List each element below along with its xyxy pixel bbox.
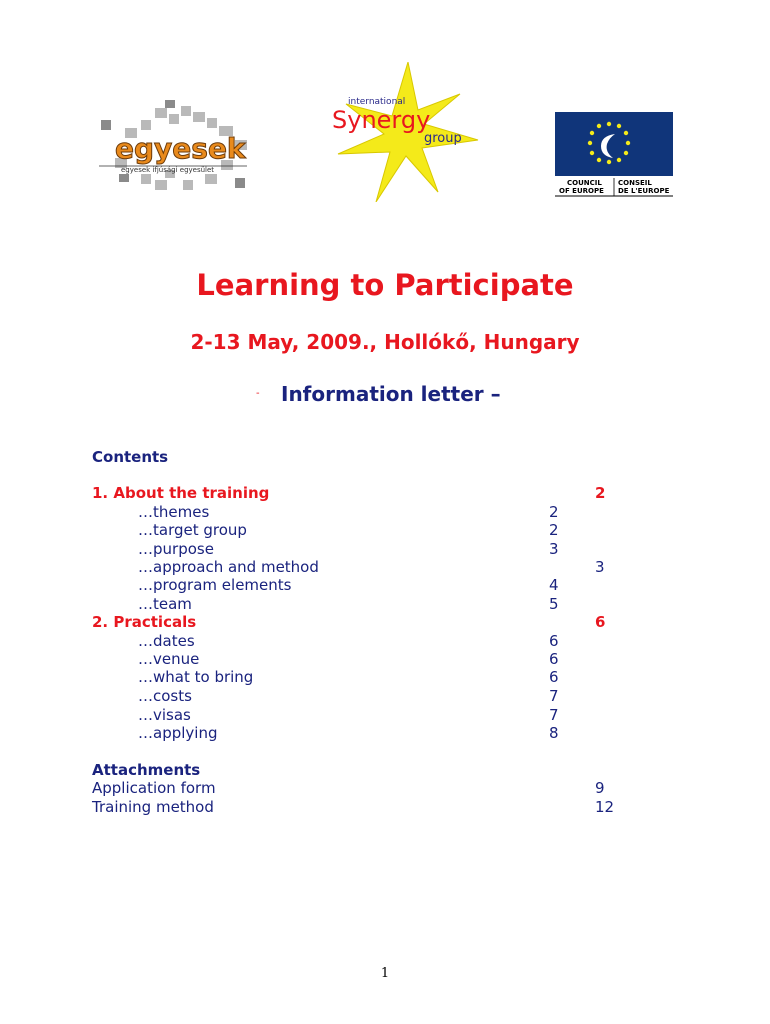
toc-item-label: …themes	[138, 503, 210, 521]
toc-item	[0, 687, 770, 705]
toc-item	[0, 632, 770, 650]
coe-left-line2: OF EUROPE	[559, 187, 604, 195]
toc-item	[0, 521, 770, 539]
toc-item-label: …what to bring	[138, 668, 254, 686]
attachment-item	[0, 798, 770, 816]
toc-item	[0, 724, 770, 742]
coe-right-line1: CONSEIL	[618, 179, 652, 187]
toc-item	[0, 650, 770, 668]
info-dash: -	[256, 388, 260, 399]
toc-item-label: …target group	[138, 521, 247, 539]
attachment-page: 9	[595, 779, 605, 797]
attachment-item	[0, 779, 770, 797]
toc-item-label: …venue	[138, 650, 200, 668]
toc-item-page: 8	[549, 724, 559, 742]
toc-item	[0, 668, 770, 686]
coe-left-line1: COUNCIL	[567, 179, 602, 187]
toc-item-label: …program elements	[138, 576, 292, 594]
toc-item	[0, 558, 770, 576]
toc-section-about	[0, 484, 770, 502]
toc-item-page: 6	[549, 668, 559, 686]
synergy-logo	[328, 62, 483, 202]
toc-item	[0, 706, 770, 724]
document-title: Learning to Participate	[196, 268, 574, 302]
egyesek-subtext: egyesek ifjúsági egyesület	[121, 166, 215, 174]
attachments-heading: Attachments	[92, 761, 201, 779]
contents-heading: Contents	[92, 448, 169, 466]
coe-right-line2: DE L'EUROPE	[618, 187, 670, 195]
toc-item-label: …team	[138, 595, 192, 613]
toc-item-page: 7	[549, 706, 559, 724]
toc-item	[0, 576, 770, 594]
toc-item-page: 2	[549, 521, 559, 539]
synergy-line3: group	[424, 131, 462, 146]
toc-item	[0, 503, 770, 521]
toc-item-label: …applying	[138, 724, 218, 742]
attachment-label: Application form	[92, 779, 216, 797]
toc-section-page: 6	[595, 613, 606, 631]
toc-item-page: 6	[549, 632, 559, 650]
toc-item	[0, 595, 770, 613]
toc-item	[0, 540, 770, 558]
toc-item-page: 3	[549, 540, 559, 558]
toc-item-label: …approach and method	[138, 558, 319, 576]
synergy-line2: Synergy	[332, 106, 431, 134]
toc-section-page: 2	[595, 484, 606, 502]
info-letter-title: Information letter –	[281, 382, 501, 406]
attachment-page: 12	[595, 798, 615, 816]
toc-item-page: 7	[549, 687, 559, 705]
toc-item-page: 3	[595, 558, 605, 576]
toc-item-page: 5	[549, 595, 559, 613]
egyesek-logo	[95, 100, 255, 196]
toc-section-label: 1. About the training	[92, 484, 270, 502]
document-subtitle: 2-13 May, 2009., Hollókő, Hungary	[190, 330, 580, 354]
council-of-europe-logo	[553, 112, 675, 198]
toc-item-label: …purpose	[138, 540, 214, 558]
egyesek-wordmark: egyesek	[115, 132, 246, 165]
toc-item-label: …dates	[138, 632, 195, 650]
toc-section-practicals	[0, 613, 770, 631]
page-number: 1	[380, 966, 390, 981]
attachment-label: Training method	[92, 798, 214, 816]
toc-item-page: 4	[549, 576, 559, 594]
toc-section-label: 2. Practicals	[92, 613, 197, 631]
toc-item-label: …visas	[138, 706, 191, 724]
toc-item-page: 2	[549, 503, 559, 521]
synergy-line1: international	[348, 97, 406, 107]
toc-item-label: …costs	[138, 687, 192, 705]
toc-item-page: 6	[549, 650, 559, 668]
